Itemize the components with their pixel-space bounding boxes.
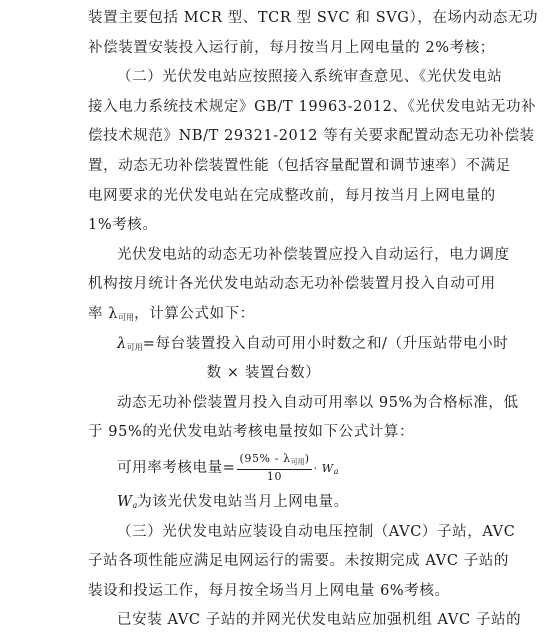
text-line: 动态无功补偿装置月投入自动可用率以 95%为合格标准，低 [117, 394, 519, 411]
formula-fraction [237, 452, 311, 483]
text-line: 装设和投运工作，每月按全场当月上网电量 6%考核。 [88, 582, 450, 599]
formula-numerator [237, 452, 311, 470]
formula-times: · W [313, 461, 334, 475]
text-line: 已安装 AVC 子站的并网光伏发电站应加强机组 AVC 子站的 [117, 612, 522, 629]
rate-prefix: 率 λ [88, 305, 119, 322]
text-line: 光伏发电站的动态无功补偿装置应投入自动运行，电力调度 [117, 246, 510, 263]
numerator-part: (95% - λ [239, 452, 291, 466]
formula-line [88, 448, 469, 488]
definition-line-2: 数 × 装置台数） [206, 365, 321, 382]
text-line: 1%考核。 [88, 217, 158, 234]
w-definition-line [88, 488, 469, 518]
formula-w-subscript: a [333, 466, 339, 476]
definition-text: =每台装置投入自动可用小时数之和/（升压站带电小时 [142, 335, 509, 352]
w-symbol: W [117, 493, 133, 510]
definition-line [88, 330, 509, 360]
text-line: 补偿装置安装投入运行前，每月按当月上网电量的 2%考核； [88, 39, 495, 56]
numerator-close: ) [304, 452, 310, 466]
text-line: 电网要求的光伏发电站在完成整改前，每月按当月上网电量的 [88, 187, 496, 204]
formula-label: 可用率考核电量= [117, 459, 236, 476]
w-definition-text: 为该光伏发电站当月上网电量。 [137, 493, 349, 510]
text-line: （三）光伏发电站应装设自动电压控制（AVC）子站，AVC [117, 523, 516, 540]
text-line: 装置主要包括 MCR 型、TCR 型 SVC 和 SVG），在场内动态无功 [88, 10, 539, 26]
text-line: 置，动态无功补偿装置性能（包括容量配置和调节速率）不满足 [88, 157, 511, 174]
lambda-symbol: λ [117, 335, 127, 352]
text-line: 机构按月统计各光伏发电站动态无功补偿装置月投入自动可用 [88, 276, 496, 293]
rate-subscript: 可用 [118, 312, 135, 322]
w-subscript: a [132, 500, 138, 510]
text-line: 偿技术规范》NB/T 29321-2012 等有关要求配置动态无功补偿装 [88, 128, 535, 145]
numerator-subscript: 可用 [290, 458, 305, 467]
text-line: （二）光伏发电站应按照接入系统审查意见、《光伏发电站 [117, 69, 503, 86]
rate-line [88, 300, 469, 330]
text-line: 于 95%的光伏发电站考核电量按如下公式计算： [88, 424, 415, 441]
lambda-subscript: 可用 [126, 342, 143, 352]
text-line: 接入电力系统技术规定》GB/T 19963-2012、《光伏发电站无功补 [88, 98, 537, 115]
rate-suffix: ，计算公式如下： [134, 305, 255, 322]
formula-denominator: 10 [266, 470, 283, 484]
text-line: 子站各项性能应满足电网运行的需要。未按期完成 AVC 子站的 [88, 553, 510, 570]
